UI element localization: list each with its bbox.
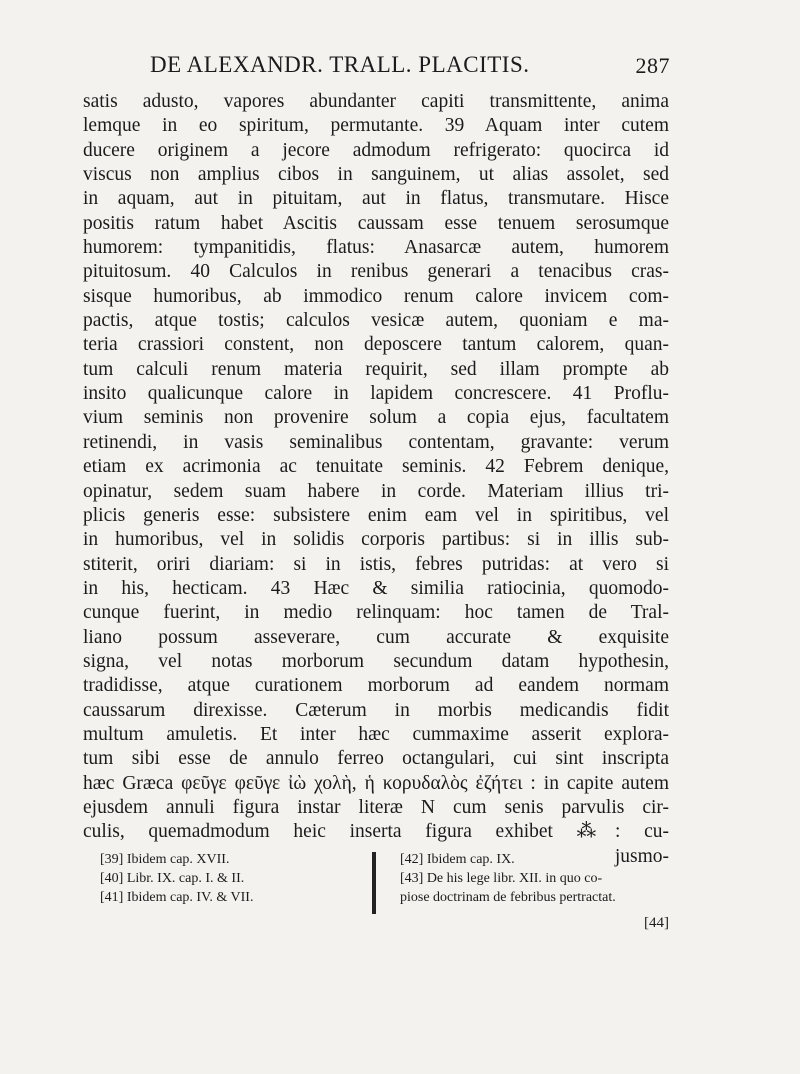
text-line: culis, quemadmodum heic inserta figura exhibet ⁂: cu- xyxy=(83,821,669,843)
text-line: humorem: tympanitidis, flatus: Anasarcæ autem, humorem xyxy=(83,237,669,259)
text-line: in humoribus, vel in solidis corporis partibus: si in illis sub- xyxy=(83,529,669,551)
text-line: etiam ex acrimonia ac tenuitate seminis. 42 Febrem denique, xyxy=(83,456,669,478)
footnote-line: [40] Libr. IX. cap. I. & II. xyxy=(100,871,245,886)
text-line: insito qualicunque calore in lapidem concrescere. 41 Proflu- xyxy=(83,383,669,405)
text-line: ejusdem annuli figura instar literæ N cum senis parvulis cir- xyxy=(83,796,669,818)
text-line: pactis, atque tostis; calculos vesicæ autem, quoniam e ma- xyxy=(83,310,669,332)
text-line: jusmo- xyxy=(614,845,669,867)
text-line: lemque in eo spiritum, permutante. 39 Aquam inter cutem xyxy=(83,115,669,137)
text-line: viscus non amplius cibos in sanguinem, ut alias assolet, sed xyxy=(83,164,669,186)
text-line: in his, hecticam. 43 Hæc & similia ratiocinia, quomodo- xyxy=(83,577,669,599)
footnote-line: [39] Ibidem cap. XVII. xyxy=(100,852,230,867)
footnotes-left-column xyxy=(100,850,350,907)
text-line: vium seminis non provenire solum a copia ejus, facultatem xyxy=(83,407,669,429)
text-line: signa, vel notas morborum secundum datam hypothesin, xyxy=(83,650,669,672)
text-line: in aquam, aut in pituitam, aut in flatus, transmutare. Hisce xyxy=(83,188,669,210)
running-header xyxy=(150,52,670,82)
main-text xyxy=(83,90,669,869)
text-line: positis ratum habet Ascitis caussam esse tenuem serosumque xyxy=(83,212,669,234)
text-line: retinendi, in vasis seminalibus contentam, gravante: verum xyxy=(83,431,669,453)
text-line: hæc Græca φεῦγε φεῦγε ἰὼ χολὴ, ἡ κορυδαλὸς ἐζήτει : in capite autem xyxy=(83,772,669,794)
text-line: plicis generis esse: subsistere enim eam vel in spiritibus, vel xyxy=(83,504,669,526)
footnote-divider xyxy=(372,852,376,914)
page-number: 287 xyxy=(635,53,670,78)
text-line: liano possum asseverare, cum accurate & exquisite xyxy=(83,626,669,648)
running-title: DE ALEXANDR. TRALL. PLACITIS. xyxy=(150,52,530,77)
text-line: stiterit, oriri diariam: si in istis, febres putridas: at vero si xyxy=(83,553,669,575)
signature-mark: [44] xyxy=(644,915,669,931)
text-line: teria crassiori constent, non deposcere tantum calorem, quan- xyxy=(83,334,669,356)
text-line: tradidisse, atque curationem morborum ad eandem normam xyxy=(83,675,669,697)
text-line: satis adusto, vapores abundanter capiti transmittente, anima xyxy=(83,91,669,112)
text-line: cunque fuerint, in medio relinquam: hoc tamen de Tral- xyxy=(83,602,669,624)
text-line: tum calculi renum materia requirit, sed illam prompte ab xyxy=(83,358,669,380)
footnote-line: [41] Ibidem cap. IV. & VII. xyxy=(100,890,254,905)
footnote-line: [43] De his lege libr. XII. in quo co- xyxy=(400,871,603,886)
text-line: multum amuletis. Et inter hæc cummaxime asserit explora- xyxy=(83,723,669,745)
footnotes-right-column xyxy=(400,850,680,907)
text-line: ducere originem a jecore admodum refrigerato: quocirca id xyxy=(83,139,669,161)
text-line: tum sibi esse de annulo ferreo octangulari, cui sint inscripta xyxy=(83,748,669,770)
text-line: opinatur, sedem suam habere in corde. Materiam illius tri- xyxy=(83,480,669,502)
footnote-line: piose doctrinam de febribus pertractat. xyxy=(400,890,616,905)
text-line: caussarum direxisse. Cæterum in morbis medicandis fidit xyxy=(83,699,669,721)
text-line: sisque humoribus, ab immodico renum calore invicem com- xyxy=(83,285,669,307)
footnote-line: [42] Ibidem cap. IX. xyxy=(400,852,515,867)
text-line: pituitosum. 40 Calculos in renibus generari a tenacibus cras- xyxy=(83,261,669,283)
